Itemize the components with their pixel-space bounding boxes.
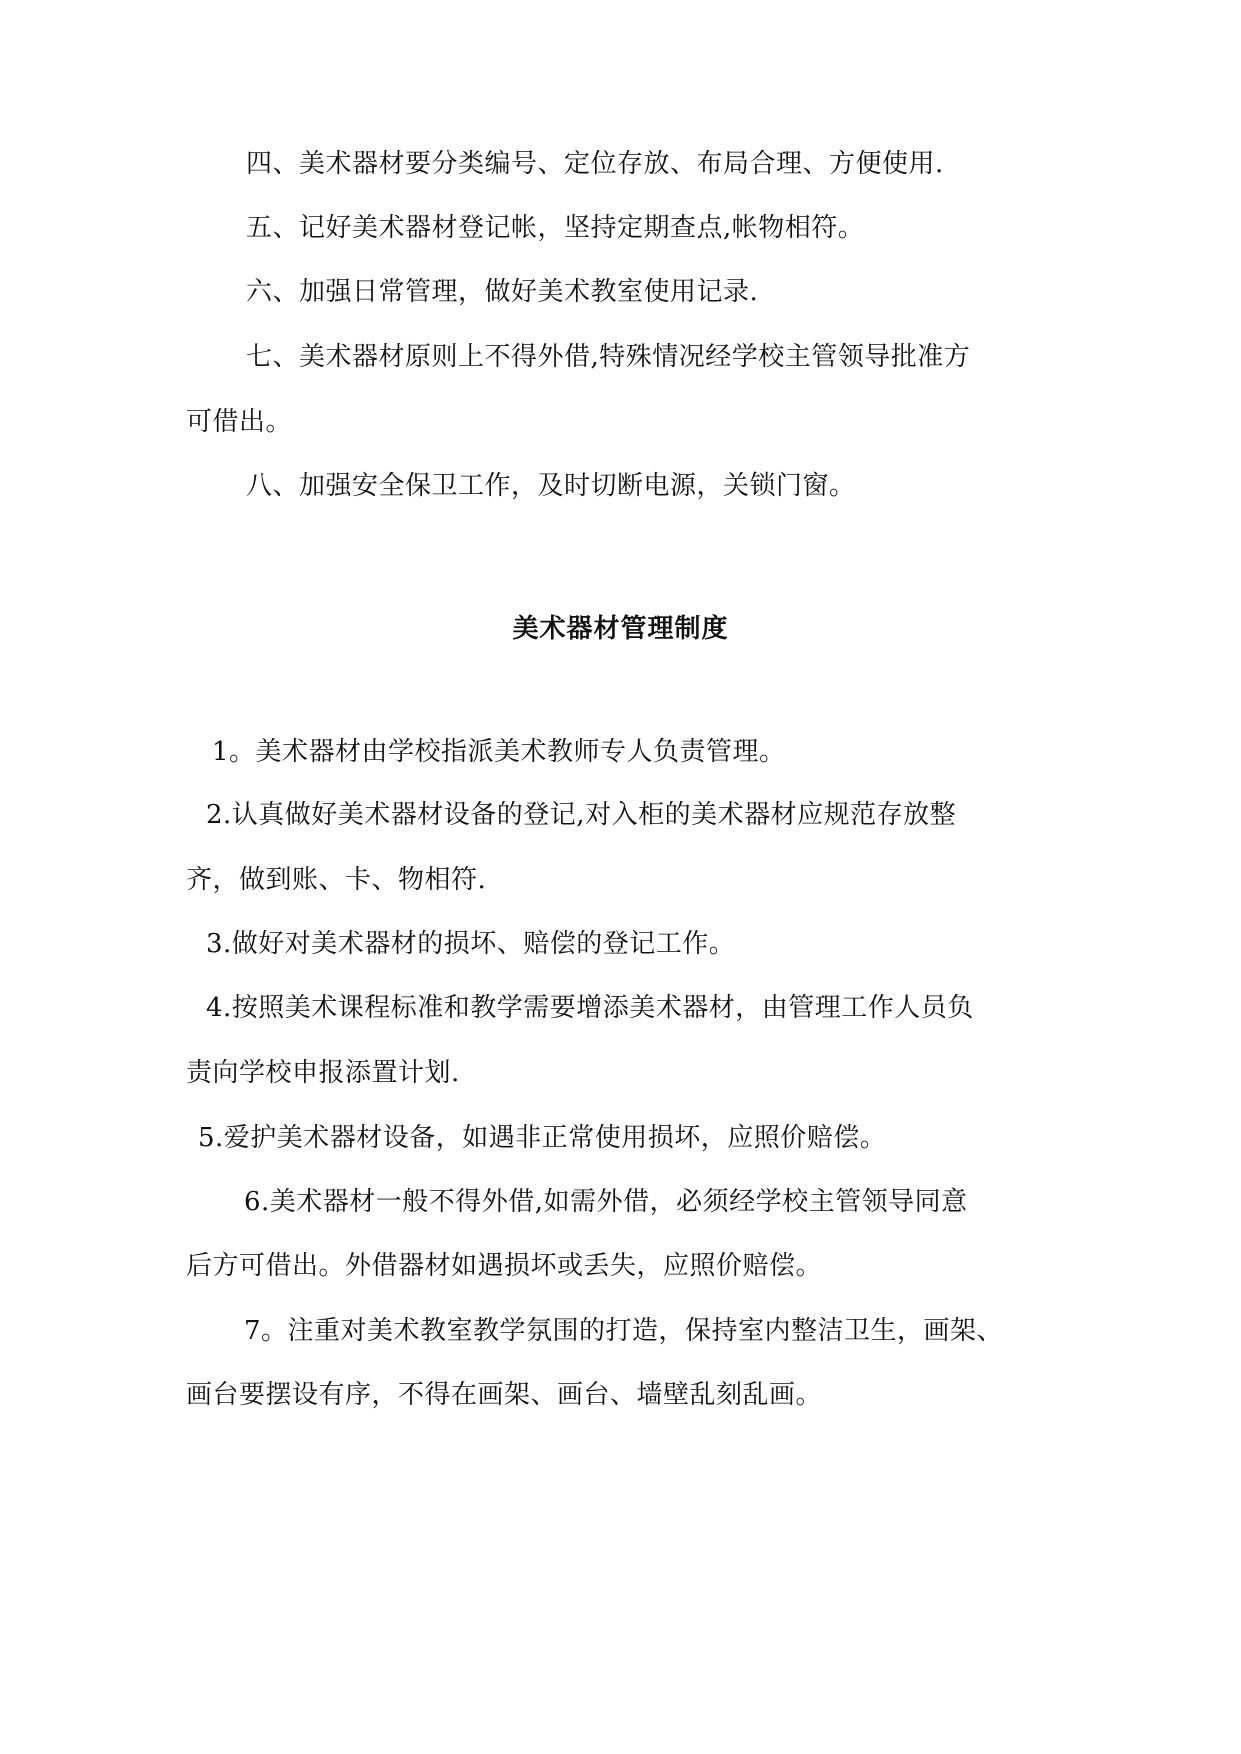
rule-item-6-line-2: 后方可借出。外借器材如遇损坏或丢失，应照价赔偿。: [186, 1251, 823, 1281]
regulation-item-7-line-1: 七、美术器材原则上不得外借,特殊情况经学校主管领导批准方: [246, 342, 971, 372]
regulation-item-7-line-2: 可借出。: [186, 407, 293, 437]
rule-item-6-line-1: 6.美术器材一般不得外借,如需外借，必须经学校主管领导同意: [244, 1187, 968, 1217]
section-title: 美术器材管理制度: [512, 614, 729, 644]
rule-item-3: 3.做好对美术器材的损坏、赔偿的登记工作。: [206, 929, 736, 959]
rule-item-4-line-2: 责向学校申报添置计划.: [186, 1058, 460, 1088]
rule-item-2-line-2: 齐，做到账、卡、物相符.: [186, 865, 487, 895]
regulation-item-5: 五、记好美术器材登记帐，坚持定期查点,帐物相符。: [246, 213, 865, 243]
regulation-item-6: 六、加强日常管理，做好美术教室使用记录.: [246, 277, 759, 307]
regulation-item-4: 四、美术器材要分类编号、定位存放、布局合理、方便使用.: [246, 149, 944, 179]
rule-item-7-line-2: 画台要摆设有序，不得在画架、画台、墙壁乱刻乱画。: [186, 1380, 823, 1410]
rule-item-1: 1。美术器材由学校指派美术教师专人负责管理。: [212, 737, 786, 767]
regulation-item-8: 八、加强安全保卫工作，及时切断电源，关锁门窗。: [246, 471, 856, 501]
rule-item-5: 5.爱护美术器材设备，如遇非正常使用损坏，应照价赔偿。: [198, 1123, 887, 1153]
rule-item-7-line-1: 7。注重对美术教室教学氛围的打造，保持室内整洁卫生，画架、: [244, 1316, 1004, 1346]
rule-item-2-line-1: 2.认真做好美术器材设备的登记,对入柜的美术器材应规范存放整: [206, 800, 957, 830]
rule-item-4-line-1: 4.按照美术课程标准和教学需要增添美术器材，由管理工作人员负: [206, 993, 974, 1023]
